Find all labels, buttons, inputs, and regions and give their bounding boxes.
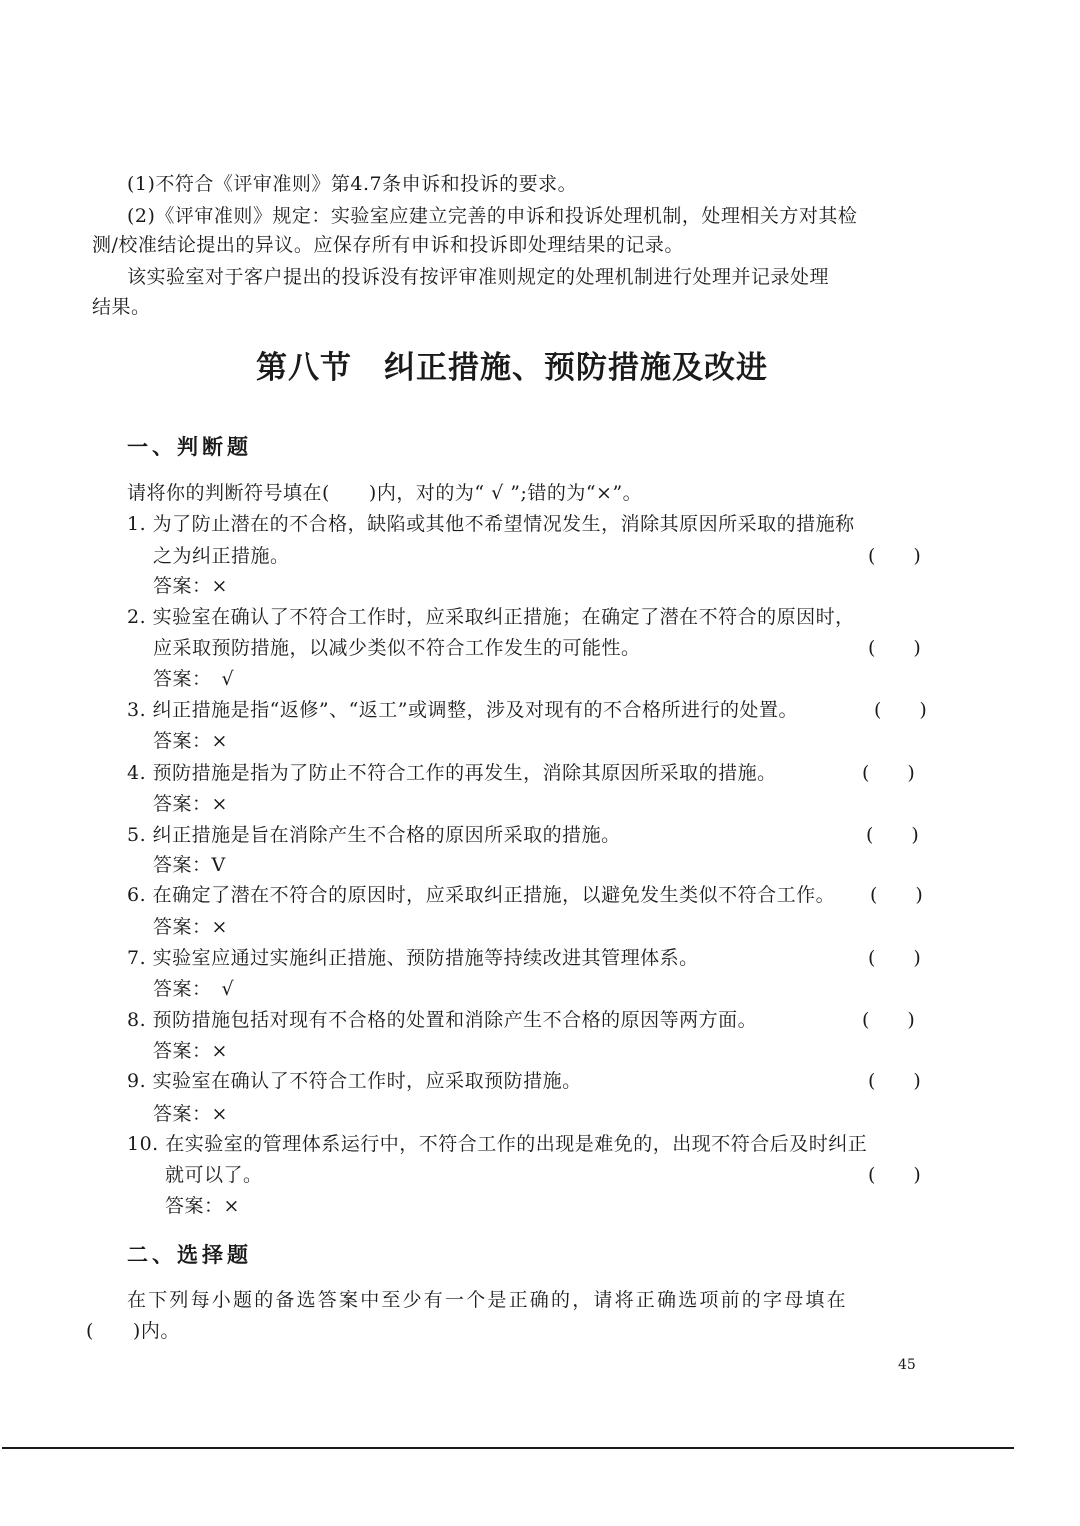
question-7: 7. 实验室应通过实施纠正措施、预防措施等持续改进其管理体系。 xyxy=(127,947,699,969)
question-2-line-1: 2. 实验室在确认了不符合工作时，应采取纠正措施；在确定了潜在不符合的原因时， xyxy=(127,606,855,628)
intro-line-2a: (2)《评审准则》规定：实验室应建立完善的申诉和投诉处理机制，处理相关方对其检 xyxy=(127,205,858,227)
question-5: 5. 纠正措施是旨在消除产生不合格的原因所采取的措施。 xyxy=(127,824,621,846)
part2-heading: 二、选择题 xyxy=(127,1243,252,1267)
answer-blank-3: ( ) xyxy=(874,699,927,721)
answer-8: 答案：× xyxy=(153,1040,228,1062)
answer-blank-2: ( ) xyxy=(868,637,921,659)
answer-blank-6: ( ) xyxy=(870,884,923,906)
answer-9: 答案：× xyxy=(153,1103,228,1125)
answer-2: 答案： √ xyxy=(153,668,235,690)
part1-instruction: 请将你的判断符号填在( )内，对的为“ √ ”;错的为“×”。 xyxy=(127,482,643,504)
answer-7: 答案： √ xyxy=(153,978,235,1000)
answer-blank-7: ( ) xyxy=(868,947,921,969)
answer-blank-4: ( ) xyxy=(862,762,915,784)
answer-blank-9: ( ) xyxy=(868,1070,921,1092)
answer-3: 答案：× xyxy=(153,730,228,752)
intro-line-2b: 测/校准结论提出的异议。应保存所有申诉和投诉即处理结果的记录。 xyxy=(92,234,684,256)
answer-5: 答案：V xyxy=(153,854,226,876)
answer-blank-5: ( ) xyxy=(866,824,919,846)
answer-blank-1: ( ) xyxy=(868,545,921,567)
question-10-line-1: 10. 在实验室的管理体系运行中，不符合工作的出现是难免的，出现不符合后及时纠正 xyxy=(127,1133,868,1155)
bottom-rule xyxy=(2,1447,1014,1449)
question-9: 9. 实验室在确认了不符合工作时，应采取预防措施。 xyxy=(127,1070,582,1092)
answer-blank-10: ( ) xyxy=(868,1164,921,1186)
answer-blank-8: ( ) xyxy=(862,1009,915,1031)
part2-instruction-line-1: 在下列每小题的备选答案中至少有一个是正确的，请将正确选项前的字母填在 xyxy=(127,1289,848,1311)
intro-line-1: (1)不符合《评审准则》第4.7条申诉和投诉的要求。 xyxy=(127,173,578,195)
answer-4: 答案：× xyxy=(153,793,228,815)
question-6: 6. 在确定了潜在不符合的原因时，应采取纠正措施，以避免发生类似不符合工作。 xyxy=(127,884,836,906)
question-2-line-2: 应采取预防措施，以减少类似不符合工作发生的可能性。 xyxy=(153,637,641,659)
question-8: 8. 预防措施包括对现有不合格的处置和消除产生不合格的原因等两方面。 xyxy=(127,1009,758,1031)
page-number: 45 xyxy=(898,1357,916,1373)
answer-10: 答案：× xyxy=(165,1195,240,1217)
question-4: 4. 预防措施是指为了防止不符合工作的再发生，消除其原因所采取的措施。 xyxy=(127,762,777,784)
question-1-line-2: 之为纠正措施。 xyxy=(153,545,290,567)
intro-line-3b: 结果。 xyxy=(92,296,151,318)
question-1-line-1: 1. 为了防止潜在的不合格，缺陷或其他不希望情况发生，消除其原因所采取的措施称 xyxy=(127,513,855,535)
question-3: 3. 纠正措施是指“返修”、“返工”或调整，涉及对现有的不合格所进行的处置。 xyxy=(127,699,799,721)
section-title: 第八节 纠正措施、预防措施及改进 xyxy=(256,350,768,386)
question-10-line-2: 就可以了。 xyxy=(165,1164,263,1186)
answer-6: 答案：× xyxy=(153,916,228,938)
answer-1: 答案：× xyxy=(153,575,228,597)
part1-heading: 一、判断题 xyxy=(127,435,252,459)
intro-line-3a: 该实验室对于客户提出的投诉没有按评审准则规定的处理机制进行处理并记录处理 xyxy=(127,266,830,288)
part2-instruction-line-2: ( )内。 xyxy=(86,1320,180,1342)
